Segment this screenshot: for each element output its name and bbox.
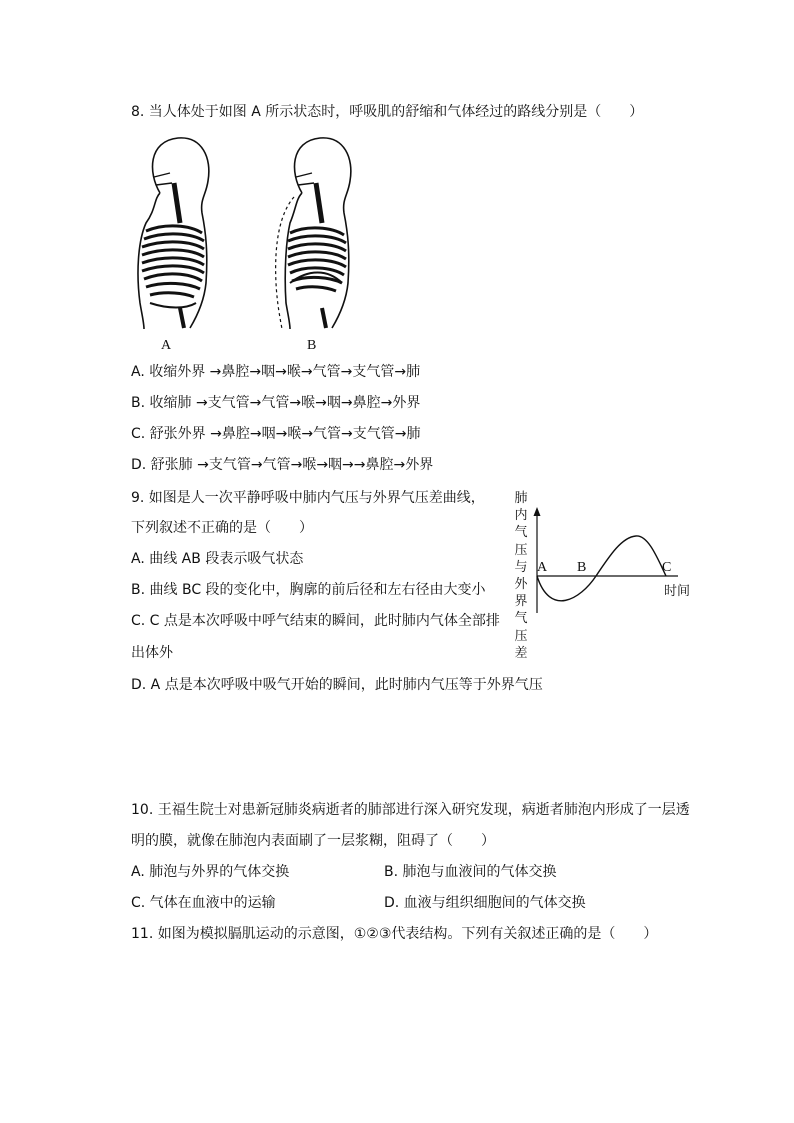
graph-y-axis-arrow: [534, 507, 541, 516]
q9-stem-line2: 下列叙述不正确的是（ ）: [131, 520, 313, 536]
breathing-figure-b: [272, 133, 362, 333]
q10-option-c: C. 气体在血液中的运输: [131, 895, 276, 911]
q10-option-d: D. 血液与组织细胞间的气体交换: [384, 895, 586, 911]
q8-stem: 8. 当人体处于如图 A 所示状态时，呼吸肌的舒缩和气体经过的路线分别是（ ）: [131, 104, 644, 120]
graph-y-axis-label: 肺内气压与外界气压差: [514, 491, 528, 661]
q9-stem-line1: 9. 如图是人一次平静呼吸中肺内气压与外界气压差曲线，: [131, 490, 485, 506]
q10-option-a: A. 肺泡与外界的气体交换: [131, 864, 290, 880]
graph-point-b: B: [577, 560, 587, 575]
q8-option-a: A. 收缩外界 →鼻腔→咽→喉→气管→支气管→肺: [131, 364, 421, 380]
q9-option-c-line2: 出体外: [131, 645, 173, 661]
pressure-curve: [537, 536, 666, 601]
q11-stem: 11. 如图为模拟膈肌运动的示意图，①②③代表结构。下列有关叙述正确的是（ ）: [131, 926, 658, 942]
q9-option-d: D. A 点是本次呼吸中吸气开始的瞬间，此时肺内气压等于外界气压: [131, 677, 543, 693]
q8-option-d: D. 舒张肺 →支气管→气管→喉→咽→→鼻腔→外界: [131, 457, 434, 473]
q9-option-c-line1: C. C 点是本次呼吸中呼气结束的瞬间，此时肺内气体全部排: [131, 613, 500, 629]
graph-point-c: C: [662, 560, 672, 575]
q10-stem-line1: 10. 王福生院士对患新冠肺炎病逝者的肺部进行深入研究发现，病逝者肺泡内形成了一层透: [131, 802, 690, 818]
graph-x-axis-label: 时间: [664, 584, 691, 599]
graph-point-a: A: [537, 560, 548, 575]
q8-option-b: B. 收缩肺 →支气管→气管→喉→咽→鼻腔→外界: [131, 395, 421, 411]
q8-option-c: C. 舒张外界 →鼻腔→咽→喉→气管→支气管→肺: [131, 426, 421, 442]
breathing-figure-a: [130, 133, 220, 333]
q9-option-a: A. 曲线 AB 段表示吸气状态: [131, 551, 304, 567]
q10-stem-line2: 明的膜，就像在肺泡内表面刷了一层浆糊，阻碍了（ ）: [131, 833, 495, 849]
q9-option-b: B. 曲线 BC 段的变化中，胸廓的前后径和左右径由大变小: [131, 582, 486, 598]
figure-label-a: A: [161, 338, 172, 353]
q10-option-b: B. 肺泡与血液间的气体交换: [384, 864, 557, 880]
figure-label-b: B: [307, 338, 317, 353]
